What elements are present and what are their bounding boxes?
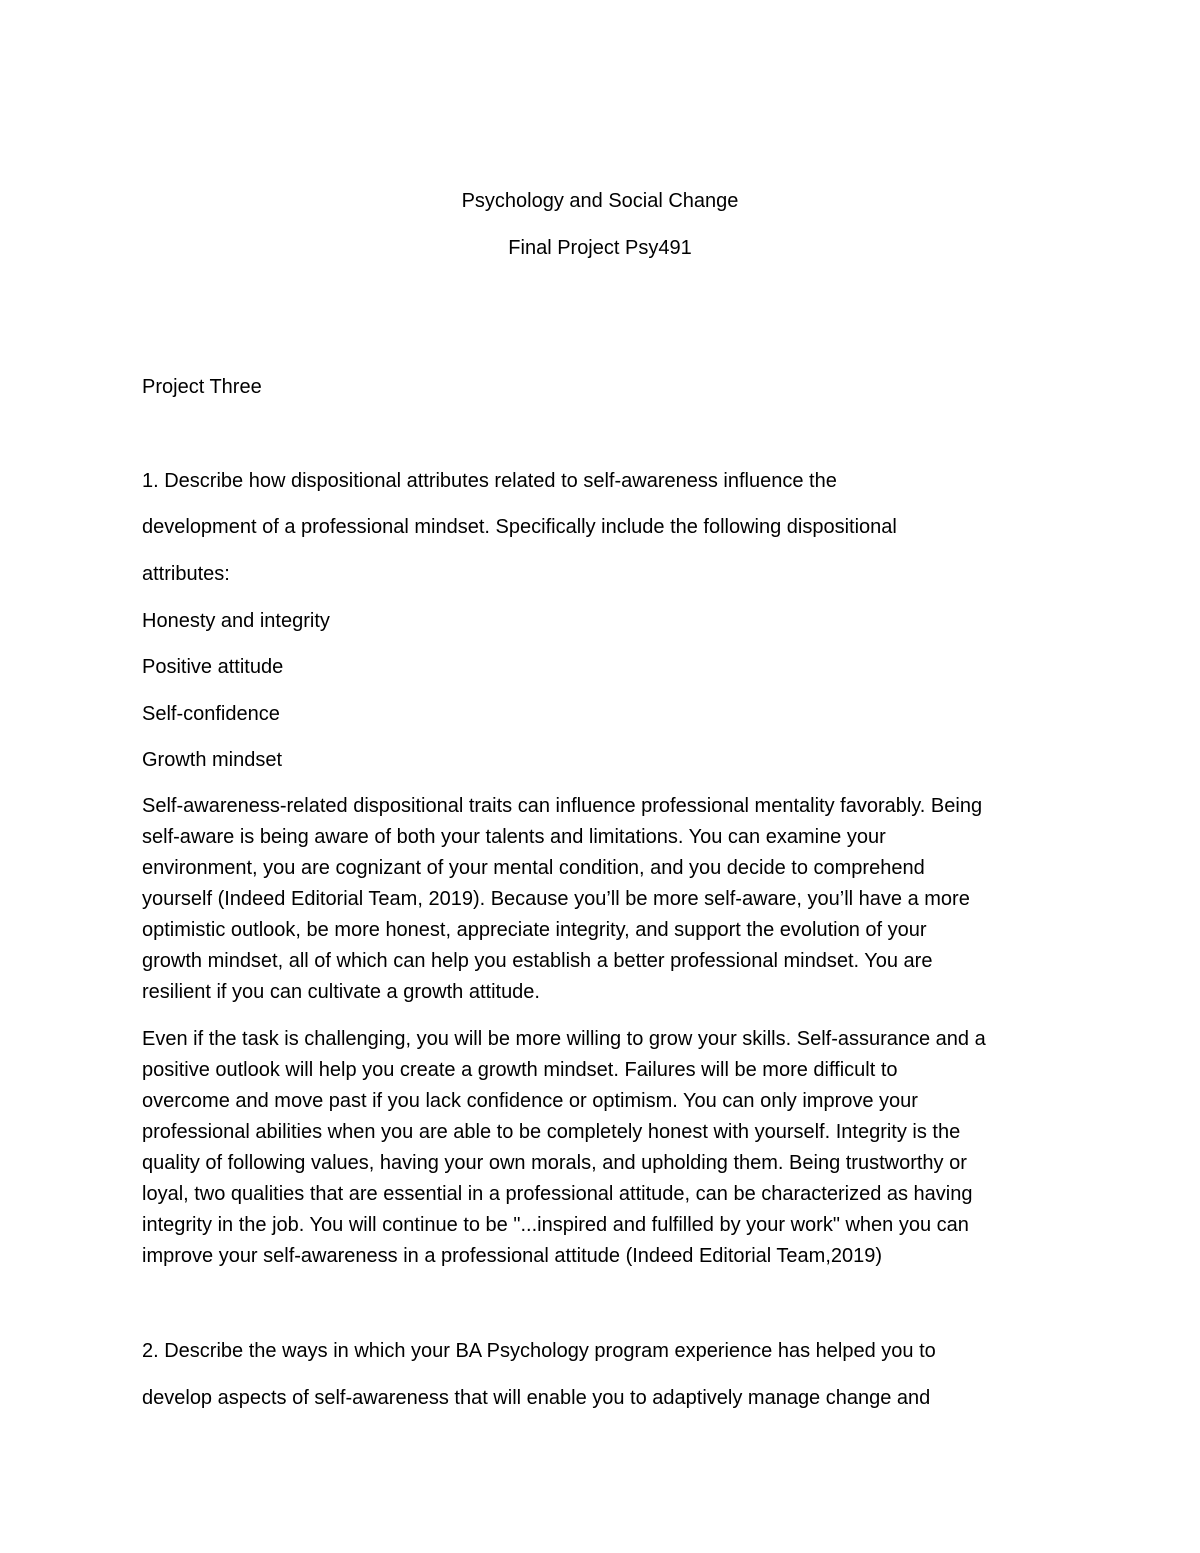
attribute-item: Growth mindset	[142, 749, 283, 771]
paragraph-line: overcome and move past if you lack confidence or optimism. You can only improve your	[142, 1090, 918, 1112]
paragraph-line: quality of following values, having your own morals, and upholding them. Being trustworthy or	[142, 1152, 967, 1174]
answer-paragraph-2	[142, 1024, 1072, 1272]
paragraph-line: professional abilities when you are able to be completely honest with yourself. Integrity is the	[142, 1121, 961, 1143]
document-title: Psychology and Social Change	[461, 190, 739, 212]
question1-line: development of a professional mindset. Specifically include the following dispositional	[142, 516, 897, 538]
paragraph-line: Even if the task is challenging, you will be more willing to grow your skills. Self-assurance and a	[142, 1028, 986, 1050]
question2-line: develop aspects of self-awareness that will enable you to adaptively manage change and	[142, 1387, 931, 1409]
paragraph-line: self-aware is being aware of both your talents and limitations. You can examine your	[142, 826, 886, 848]
question1-line: 1. Describe how dispositional attributes related to self-awareness influence the	[142, 470, 837, 492]
attribute-item: Self-confidence	[142, 703, 280, 725]
paragraph-line: environment, you are cognizant of your mental condition, and you decide to comprehend	[142, 857, 925, 879]
answer-paragraph-1	[142, 791, 1072, 1008]
paragraph-line: yourself (Indeed Editorial Team, 2019). Because you’ll be more self-aware, you’ll have a more	[142, 888, 970, 910]
question1-line: attributes:	[142, 563, 230, 585]
attribute-item: Honesty and integrity	[142, 610, 330, 632]
document-subtitle: Final Project Psy491	[508, 237, 692, 259]
section-heading: Project Three	[142, 376, 262, 398]
paragraph-line: positive outlook will help you create a growth mindset. Failures will be more difficult to	[142, 1059, 898, 1081]
paragraph-line: improve your self-awareness in a professional attitude (Indeed Editorial Team,2019)	[142, 1245, 883, 1267]
paragraph-line: integrity in the job. You will continue to be "...inspired and fulfilled by your work" when you can	[142, 1214, 969, 1236]
paragraph-line: loyal, two qualities that are essential in a professional attitude, can be characterized as having	[142, 1183, 973, 1205]
paragraph-line: resilient if you can cultivate a growth attitude.	[142, 981, 540, 1003]
attribute-item: Positive attitude	[142, 656, 284, 678]
paragraph-line: growth mindset, all of which can help you establish a better professional mindset. You are	[142, 950, 933, 972]
paragraph-line: Self-awareness-related dispositional traits can influence professional mentality favorably. Being	[142, 795, 983, 817]
paragraph-line: optimistic outlook, be more honest, appreciate integrity, and support the evolution of your	[142, 919, 927, 941]
question2-line: 2. Describe the ways in which your BA Psychology program experience has helped you to	[142, 1340, 936, 1362]
